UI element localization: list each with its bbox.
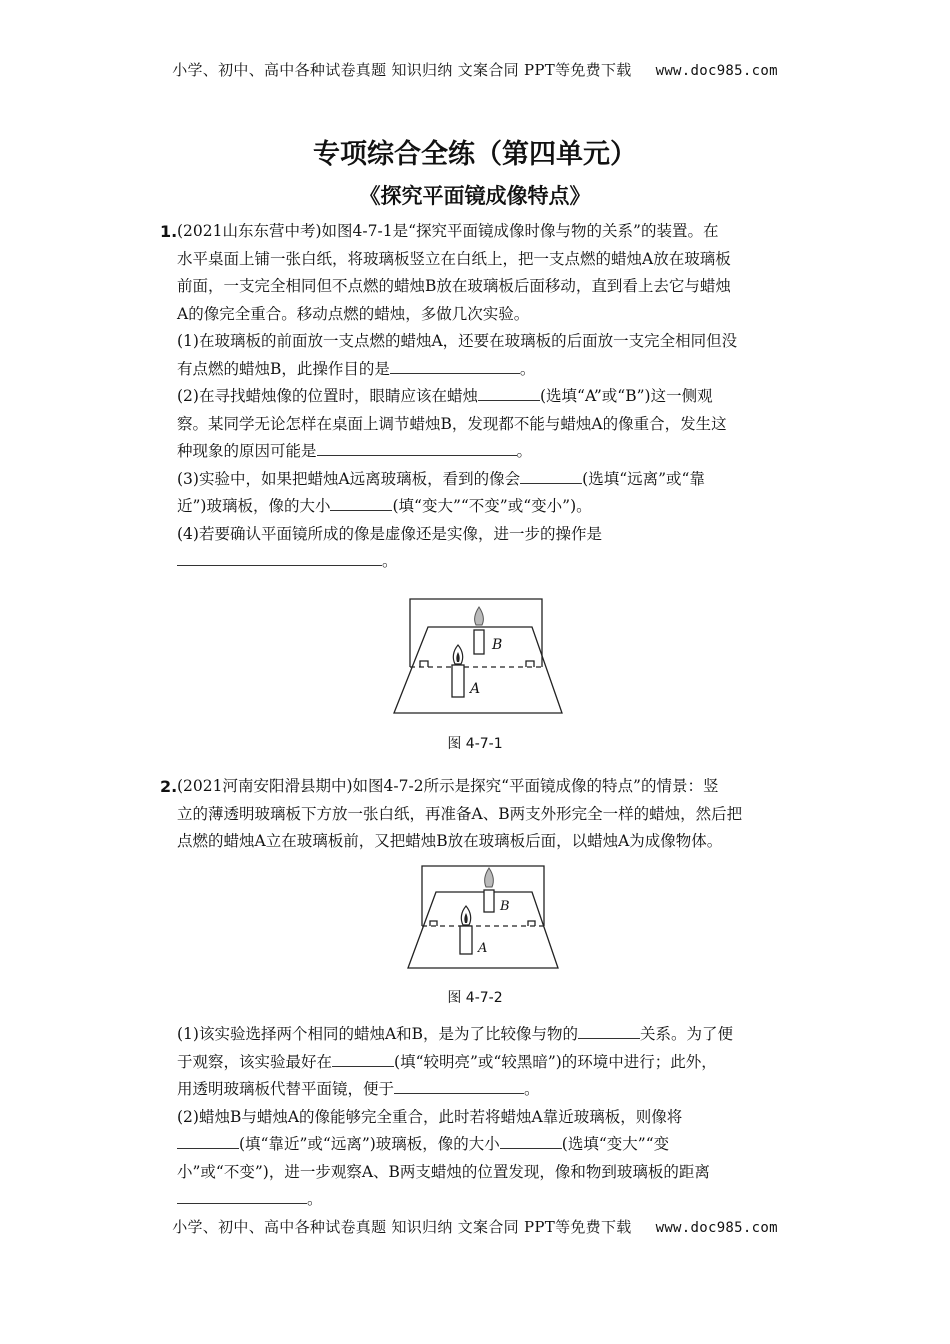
q1-sub3-text: (填“变大”“不变”或“变小”)。	[392, 497, 592, 515]
plate-clip	[526, 661, 534, 667]
q2-intro-line: 立的薄透明玻璃板下方放一张白纸，再准备A、B两支外形完全一样的蜡烛，然后把	[177, 804, 743, 823]
q1-intro-line: 水平桌面上铺一张白纸，将玻璃板竖立在白纸上，把一支点燃的蜡烛A放在玻璃板	[177, 249, 731, 268]
question-2-parts	[160, 1021, 800, 1214]
question-1-number: 1.	[160, 222, 178, 241]
q2-sub2-blank-2[interactable]	[500, 1134, 562, 1149]
q2-intro-line: 点燃的蜡烛A立在玻璃板前，又把蜡烛B放在玻璃板后面，以蜡烛A为成像物体。	[177, 832, 723, 850]
q2-sub2-blank-3[interactable]	[177, 1189, 307, 1204]
q1-sub2-text: (2)在寻找蜡烛像的位置时，眼睛应该在蜡烛	[177, 387, 478, 405]
period: 。	[524, 1080, 540, 1098]
q1-sub3-blank-2[interactable]	[330, 496, 392, 511]
plate-clip	[420, 661, 428, 667]
q1-intro-line: (2021山东东营中考)如图4-7-1是“探究平面镜成像时像与物的关系”的装置。在	[177, 222, 719, 240]
q1-intro-line: 前面，一支完全相同但不点燃的蜡烛B放在玻璃板后面移动，直到看上去它与蜡烛	[177, 277, 731, 295]
page-footer	[0, 1214, 950, 1239]
label-a: A	[470, 681, 481, 697]
label-b: B	[492, 637, 503, 653]
figure-4-7-1-caption: 图 4-7-1	[447, 736, 503, 752]
q1-sub2-blank-2[interactable]	[317, 441, 517, 456]
page-header	[0, 59, 950, 80]
q2-intro-line: (2021河南安阳滑县期中)如图4-7-2所示是探究“平面镜成像的特点”的情景：竖	[177, 777, 719, 795]
candle-a	[452, 665, 464, 697]
q2-sub1-text: (填“较明亮”或“较黑暗”)的环境中进行；此外，	[394, 1052, 717, 1071]
q1-sub2-text: (选填“A”或“B”)这一侧观	[539, 387, 713, 405]
q1-sub1-text: 有点燃的蜡烛B，此操作目的是	[177, 359, 390, 378]
page-subtitle: 《探究平面镜成像特点》	[359, 184, 591, 208]
footer-text: 小学、初中、高中各种试卷真题 知识归纳 文案合同 PPT等免费下载	[172, 1218, 632, 1236]
q2-sub2-text: (选填“变大”“变	[561, 1135, 670, 1153]
label-a: A	[478, 941, 488, 956]
period: 。	[516, 442, 533, 460]
label-b: B	[500, 899, 510, 914]
figure-4-7-2-caption: 图 4-7-2	[447, 990, 503, 1006]
q1-sub1-text: (1)在玻璃板的前面放一支点燃的蜡烛A，还要在玻璃板的后面放一支完全相同但没	[177, 332, 738, 350]
q1-intro-line: A的像完全重合。移动点燃的蜡烛，多做几次实验。	[177, 304, 530, 323]
q2-sub2-blank-1[interactable]	[177, 1134, 239, 1149]
q1-sub2-text: 察。某同学无论怎样在桌面上调节蜡烛B，发现都不能与蜡烛A的像重合，发生这	[177, 414, 727, 433]
q2-sub2-text: (填“靠近”或“远离”)玻璃板，像的大小	[239, 1135, 500, 1153]
q2-sub1-text: 关系。为了便	[640, 1025, 734, 1043]
q2-sub1-blank-1[interactable]	[578, 1024, 640, 1039]
candle-b	[474, 630, 484, 654]
paper-sheet	[408, 892, 558, 968]
plate-clip	[430, 921, 437, 926]
q1-sub2-text: 种现象的原因可能是	[177, 442, 317, 460]
period: 。	[307, 1190, 323, 1208]
candle-b	[484, 890, 494, 912]
footer-url[interactable]: www.doc985.com	[655, 1220, 778, 1236]
header-text: 小学、初中、高中各种试卷真题 知识归纳 文案合同 PPT等免费下载	[172, 61, 632, 79]
period: 。	[382, 552, 398, 570]
q1-sub2-blank-1[interactable]	[478, 386, 540, 401]
candle-a	[460, 926, 472, 954]
header-url[interactable]: www.doc985.com	[655, 63, 778, 79]
q2-sub1-blank-2[interactable]	[332, 1052, 394, 1067]
q1-sub3-blank-1[interactable]	[520, 469, 582, 484]
q1-sub3-text: 近”)玻璃板，像的大小	[177, 497, 331, 515]
page-title: 专项综合全练（第四单元）	[313, 139, 637, 170]
question-1	[160, 218, 800, 576]
q1-sub4-blank[interactable]	[177, 551, 382, 566]
q1-sub3-text: (3)实验中，如果把蜡烛A远离玻璃板，看到的像会	[177, 469, 521, 488]
period: 。	[519, 359, 536, 378]
q1-sub4-text: (4)若要确认平面镜所成的像是虚像还是实像，进一步的操作是	[177, 524, 602, 543]
q2-sub2-text: 小”或“不变”)，进一步观察A、B两支蜡烛的位置发现，像和物到玻璃板的距离	[177, 1162, 710, 1181]
plate-clip	[528, 921, 535, 926]
figure-4-7-1	[390, 595, 565, 720]
q2-sub2-text: (2)蜡烛B与蜡烛A的像能够完全重合，此时若将蜡烛A靠近玻璃板，则像将	[177, 1107, 683, 1126]
q1-sub3-text: (选填“远离”或“靠	[582, 469, 705, 488]
question-2-number: 2.	[160, 777, 178, 796]
question-2	[160, 773, 800, 856]
flame-b-icon	[475, 607, 484, 625]
q2-sub1-text: 用透明玻璃板代替平面镜，便于	[177, 1080, 395, 1098]
q2-sub1-text: 于观察，该实验最好在	[177, 1052, 333, 1071]
q1-sub1-blank[interactable]	[390, 359, 520, 374]
q2-sub1-blank-3[interactable]	[394, 1079, 524, 1094]
glass-plate	[422, 866, 544, 926]
q2-sub1-text: (1)该实验选择两个相同的蜡烛A和B，是为了比较像与物的	[177, 1025, 579, 1043]
figure-4-7-2	[402, 862, 562, 974]
flame-b-icon	[485, 868, 494, 887]
